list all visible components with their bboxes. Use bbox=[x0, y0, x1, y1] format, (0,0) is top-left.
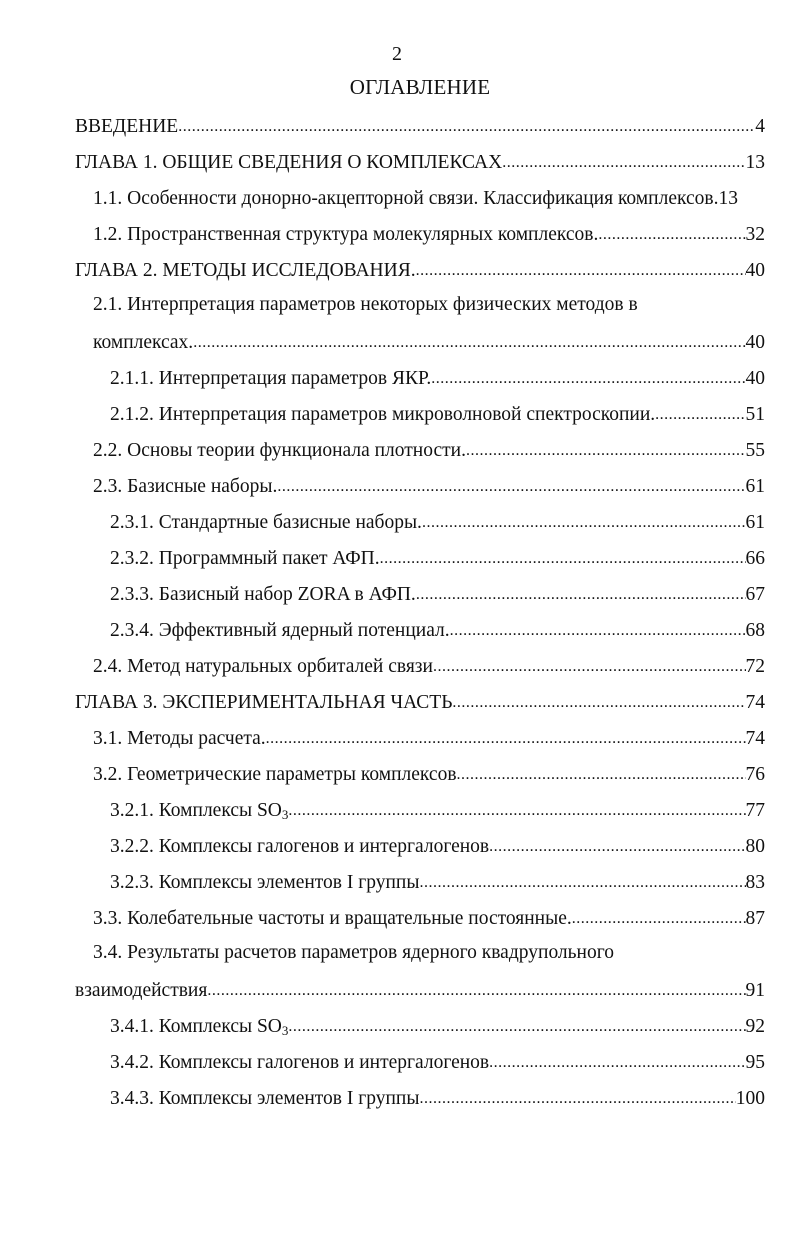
toc-entry-2-1-2[interactable] bbox=[110, 394, 765, 430]
dot-leader bbox=[178, 114, 755, 142]
toc-entry-1-2[interactable] bbox=[93, 214, 765, 250]
dot-leader bbox=[433, 654, 746, 682]
toc-entry-label: 3.2. Геометрические параметры комплексов bbox=[93, 764, 457, 785]
dot-leader bbox=[419, 870, 745, 898]
dot-leader bbox=[416, 258, 746, 286]
toc-entry-page: 67 bbox=[745, 584, 765, 605]
toc-entry-2-4[interactable] bbox=[93, 646, 765, 682]
toc-entry-page: 40 bbox=[745, 332, 765, 353]
toc-entry-page: 13 bbox=[718, 188, 738, 209]
dot-leader bbox=[288, 798, 745, 826]
toc-entry-label: ГЛАВА 2. МЕТОДЫ ИССЛЕДОВАНИЯ. bbox=[75, 260, 416, 281]
toc-entry-label: ГЛАВА 1. ОБЩИЕ СВЕДЕНИЯ О КОМПЛЕКСАХ bbox=[75, 152, 503, 173]
toc-entry-chapter-1[interactable] bbox=[75, 142, 765, 178]
dot-leader bbox=[450, 618, 746, 646]
toc-entry-page: 74 bbox=[745, 692, 765, 713]
toc-entry-page: 68 bbox=[745, 620, 765, 641]
toc-entry-introduction[interactable] bbox=[75, 106, 765, 142]
toc-entry-page: 77 bbox=[745, 800, 765, 821]
toc-entry-page: 61 bbox=[745, 476, 765, 497]
dot-leader bbox=[431, 366, 745, 394]
toc-entry-page: 87 bbox=[745, 908, 765, 929]
toc-entry-label: 3.4.3. Комплексы элементов I группы bbox=[110, 1088, 420, 1109]
toc-entry-3-4[interactable] bbox=[75, 970, 765, 1006]
toc-entry-label: 3.4.2. Комплексы галогенов и интергалогенов bbox=[110, 1052, 490, 1073]
dot-leader bbox=[466, 438, 746, 466]
toc-entry-page: 100 bbox=[735, 1088, 765, 1109]
dot-leader bbox=[598, 222, 745, 250]
toc-entry-label: 2.3.2. Программный пакет АФП. bbox=[110, 548, 380, 569]
dot-leader bbox=[489, 834, 745, 862]
dot-leader bbox=[655, 402, 745, 430]
dot-leader bbox=[277, 474, 745, 502]
toc-entry-3-1[interactable] bbox=[93, 718, 765, 754]
toc-entry-page: 83 bbox=[745, 872, 765, 893]
toc-entry-page: 95 bbox=[745, 1052, 765, 1073]
toc-entry-label: ГЛАВА 3. ЭКСПЕРИМЕНТАЛЬНАЯ ЧАСТЬ bbox=[75, 692, 453, 713]
toc-entry-2-1[interactable] bbox=[93, 322, 765, 358]
toc-entry-label: 2.3. Базисные наборы. bbox=[93, 476, 278, 497]
toc-entry-label: 2.3.4. Эффективный ядерный потенциал. bbox=[110, 620, 450, 641]
toc-entry-label: 3.2.2. Комплексы галогенов и интергалогенов bbox=[110, 836, 490, 857]
toc-entry-label: 2.1.1. Интерпретация параметров ЯКР. bbox=[110, 368, 432, 389]
toc-entry-label: 1.1. Особенности донорно-акцепторной связи. Классификация комплексов. bbox=[93, 188, 719, 209]
toc-entry-label: 3.4.1. Комплексы $SO_3$ bbox=[110, 1016, 289, 1038]
toc-entry-2-2[interactable] bbox=[93, 430, 765, 466]
toc-entry-2-3-3[interactable] bbox=[110, 574, 765, 610]
toc-entry-3-3[interactable] bbox=[93, 898, 765, 934]
toc-entry-label: 2.3.1. Стандартные базисные наборы. bbox=[110, 512, 422, 533]
toc-entry-page: 80 bbox=[745, 836, 765, 857]
toc-entry-page: 13 bbox=[745, 152, 765, 173]
toc-entry-1-1[interactable] bbox=[93, 178, 765, 214]
toc-entry-label: 1.2. Пространственная структура молекулярных комплексов. bbox=[93, 224, 599, 245]
toc-entry-2-3-4[interactable] bbox=[110, 610, 765, 646]
subscript: 3 bbox=[281, 1023, 289, 1038]
toc-entry-page: 40 bbox=[745, 260, 765, 281]
toc-entry-chapter-3[interactable] bbox=[75, 682, 765, 718]
toc-entry-label: ВВЕДЕНИЕ bbox=[75, 116, 179, 137]
dot-leader bbox=[380, 546, 746, 574]
toc-entry-page: 72 bbox=[745, 656, 765, 677]
toc-entry-label: комплексах. bbox=[93, 332, 194, 353]
toc-entry-3-2-2[interactable] bbox=[110, 826, 765, 862]
dot-leader bbox=[193, 330, 745, 358]
toc-entry-page: 4 bbox=[755, 116, 765, 137]
toc-entry-2-3[interactable] bbox=[93, 466, 765, 502]
toc-entry-page: 91 bbox=[745, 980, 765, 1001]
subscript: 3 bbox=[281, 807, 289, 822]
toc-entry-2-1-1[interactable] bbox=[110, 358, 765, 394]
toc-entry-page: 51 bbox=[745, 404, 765, 425]
dot-leader bbox=[457, 762, 746, 790]
toc-entry-label: 2.4. Метод натуральных орбиталей связи bbox=[93, 656, 433, 677]
toc-entry-page: 32 bbox=[745, 224, 765, 245]
toc-entry-label: 2.2. Основы теории функционала плотности. bbox=[93, 440, 466, 461]
toc-entry-label: 3.3. Колебательные частоты и вращательные постоянные. bbox=[93, 908, 572, 929]
page-number: 2 bbox=[392, 43, 402, 65]
toc-title: ОГЛАВЛЕНИЕ bbox=[349, 75, 491, 99]
toc-entry-page: 92 bbox=[745, 1016, 765, 1037]
toc-entry-3-2[interactable] bbox=[93, 754, 765, 790]
toc-entry-label: 2.3.3. Базисный набор ZORA в АФП. bbox=[110, 584, 416, 605]
dot-leader bbox=[489, 1050, 745, 1078]
toc-entry-2-3-1[interactable] bbox=[110, 502, 765, 538]
toc-entry-3-4-line1[interactable]: 3.4. Результаты расчетов параметров ядерного квадрупольного bbox=[93, 942, 615, 963]
dot-leader bbox=[452, 690, 745, 718]
toc-entry-label: 3.2.3. Комплексы элементов I группы bbox=[110, 872, 420, 893]
toc-entry-label: 2.1.2. Интерпретация параметров микроволновой спектроскопии. bbox=[110, 404, 656, 425]
toc-entry-page: 76 bbox=[745, 764, 765, 785]
toc-entry-page: 40 bbox=[745, 368, 765, 389]
toc-entry-page: 74 bbox=[745, 728, 765, 749]
dot-leader bbox=[266, 726, 746, 754]
dot-leader bbox=[422, 510, 746, 538]
toc-entry-3-4-1[interactable] bbox=[110, 1006, 765, 1042]
toc-entry-3-2-3[interactable] bbox=[110, 862, 765, 898]
toc-entry-label: 3.1. Методы расчета. bbox=[93, 728, 266, 749]
toc-entry-3-2-1[interactable] bbox=[110, 790, 765, 826]
toc-entry-2-3-2[interactable] bbox=[110, 538, 765, 574]
toc-entry-label: 3.2.1. Комплексы $SO_3$ bbox=[110, 800, 289, 822]
toc-entry-3-4-2[interactable] bbox=[110, 1042, 765, 1078]
toc-entry-chapter-2[interactable] bbox=[75, 250, 765, 286]
dot-leader bbox=[572, 906, 746, 934]
toc-entry-page: 55 bbox=[745, 440, 765, 461]
dot-leader bbox=[416, 582, 746, 610]
dot-leader bbox=[207, 978, 745, 1006]
dot-leader bbox=[288, 1014, 745, 1042]
toc-entry-2-1-line1[interactable]: 2.1. Интерпретация параметров некоторых физических методов в bbox=[93, 294, 638, 315]
dot-leader bbox=[502, 150, 745, 178]
toc-entry-page: 61 bbox=[745, 512, 765, 533]
toc-entry-page: 66 bbox=[745, 548, 765, 569]
dot-leader bbox=[419, 1086, 735, 1114]
toc-entry-3-4-3[interactable] bbox=[110, 1078, 765, 1114]
toc-entry-label: взаимодействия bbox=[75, 980, 208, 1001]
